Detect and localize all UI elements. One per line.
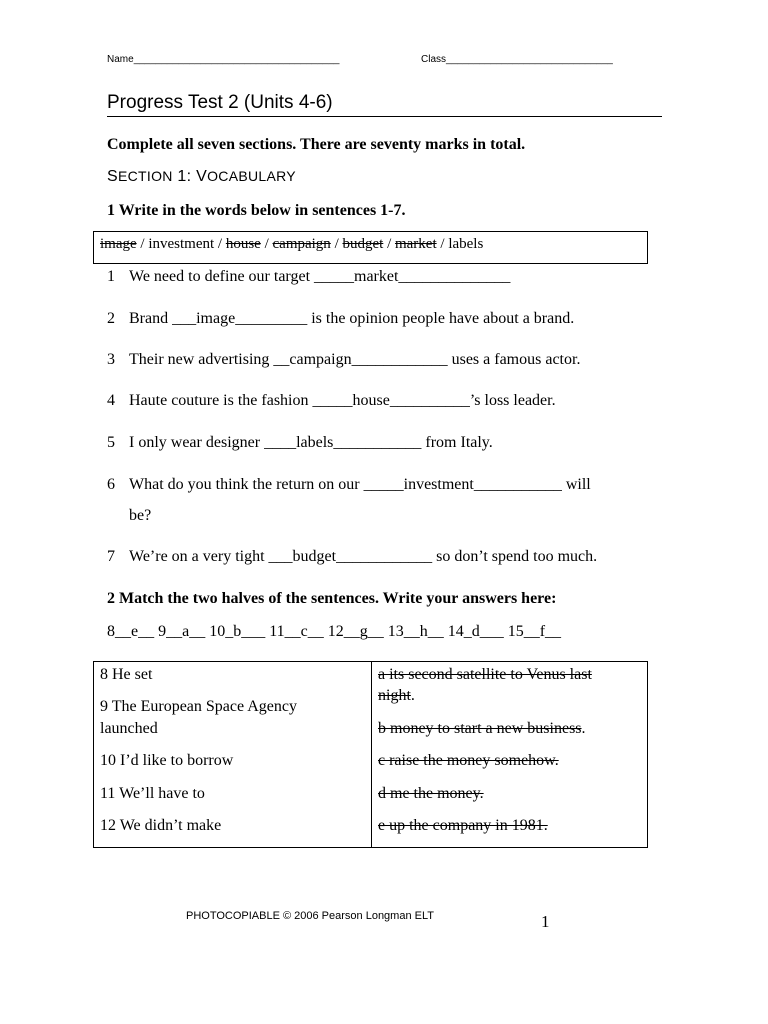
right-cell <box>378 720 586 738</box>
name-label: Name <box>107 54 134 65</box>
section-cap-s: S <box>107 168 118 185</box>
section-rest: ECTION <box>117 168 173 184</box>
vocab-item <box>107 310 667 330</box>
vocab-item <box>107 476 667 526</box>
item-number: 3 <box>107 351 115 368</box>
item-text: We’re on a very tight ___budget____________ so don’t spend too much. <box>129 548 598 565</box>
item-number: 6 <box>107 476 115 493</box>
word: investment <box>148 236 215 252</box>
class-field <box>421 54 613 65</box>
word-separator: / <box>383 236 395 252</box>
item-number: 2 <box>107 310 115 327</box>
struck-text: a its second satellite to Venus last <box>378 666 592 683</box>
word: budget <box>342 236 384 252</box>
table-divider <box>371 662 372 847</box>
word: campaign <box>272 236 331 252</box>
answer-line: 8__e__ 9__a__ 10_b___ 11__c__ 12__g__ 13__h__ 14_d___ 15__f__ <box>107 623 562 640</box>
struck-text: d me the money. <box>378 785 484 802</box>
punctuation: . <box>410 687 415 704</box>
struck-text: c raise the money somehow. <box>378 752 559 769</box>
item-number: 5 <box>107 434 115 451</box>
class-line: ______________________________ <box>446 54 613 65</box>
item-text: I only wear designer ____labels___________ from Italy. <box>129 434 493 451</box>
item-text: We need to define our target _____market______________ <box>129 268 511 285</box>
struck-text: b money to start a new business <box>378 720 582 737</box>
vocab-cap-v: V <box>196 168 208 185</box>
word-box <box>93 231 648 264</box>
intro-text: Complete all seven sections. There are seventy marks in total. <box>107 136 526 153</box>
right-cell <box>378 666 592 684</box>
word: house <box>225 236 261 252</box>
section-number: 1: <box>172 168 197 185</box>
left-cell: 11 We’ll have to <box>100 785 205 802</box>
struck-text: e up the company in 1981. <box>378 817 548 834</box>
right-cell <box>378 785 484 803</box>
word-separator: / <box>436 236 449 252</box>
word-separator: / <box>214 236 226 252</box>
item-text: Their new advertising __campaign____________ uses a famous actor. <box>129 351 581 368</box>
vocab-item <box>107 392 667 412</box>
question-2-instruction: 2 Match the two halves of the sentences. Write your answers here: <box>107 590 557 607</box>
name-line: _____________________________________ <box>133 54 340 65</box>
item-text: Haute couture is the fashion _____house__________’s loss leader. <box>129 392 556 409</box>
matching-table <box>93 661 648 848</box>
word-separator: / <box>330 236 343 252</box>
punctuation: . <box>581 720 586 737</box>
word-separator: / <box>260 236 273 252</box>
left-cell: 8 He set <box>100 666 153 683</box>
struck-text: night <box>378 687 411 704</box>
left-cell-continued: launched <box>100 720 158 737</box>
item-number: 1 <box>107 268 115 285</box>
page-title: Progress Test 2 (Units 4-6) <box>107 92 662 117</box>
vocab-item <box>107 268 667 288</box>
right-cell <box>378 752 559 770</box>
left-cell: 9 The European Space Agency <box>100 698 297 715</box>
item-text-continued: be? <box>129 507 152 524</box>
item-text: Brand ___image_________ is the opinion people have about a brand. <box>129 310 575 327</box>
copyright-footer: PHOTOCOPIABLE © 2006 Pearson Longman ELT <box>186 910 434 922</box>
item-number: 4 <box>107 392 115 409</box>
word-separator: / <box>136 236 149 252</box>
vocab-item <box>107 434 667 454</box>
word: image <box>100 236 137 252</box>
class-label: Class <box>421 54 447 65</box>
word: labels <box>448 236 484 252</box>
name-field <box>107 54 339 65</box>
page-number: 1 <box>541 912 550 931</box>
vocab-item <box>107 548 667 568</box>
section-1-heading <box>107 168 296 186</box>
item-number: 7 <box>107 548 115 565</box>
left-cell: 12 We didn’t make <box>100 817 222 834</box>
vocab-rest: OCABULARY <box>207 168 296 184</box>
word: market <box>394 236 437 252</box>
item-text: What do you think the return on our _____investment___________ will <box>129 476 591 493</box>
right-cell-continued <box>378 687 415 705</box>
question-1-instruction: 1 Write in the words below in sentences 1-7. <box>107 202 406 219</box>
right-cell <box>378 817 548 835</box>
left-cell: 10 I’d like to borrow <box>100 752 234 769</box>
vocab-item <box>107 351 667 371</box>
